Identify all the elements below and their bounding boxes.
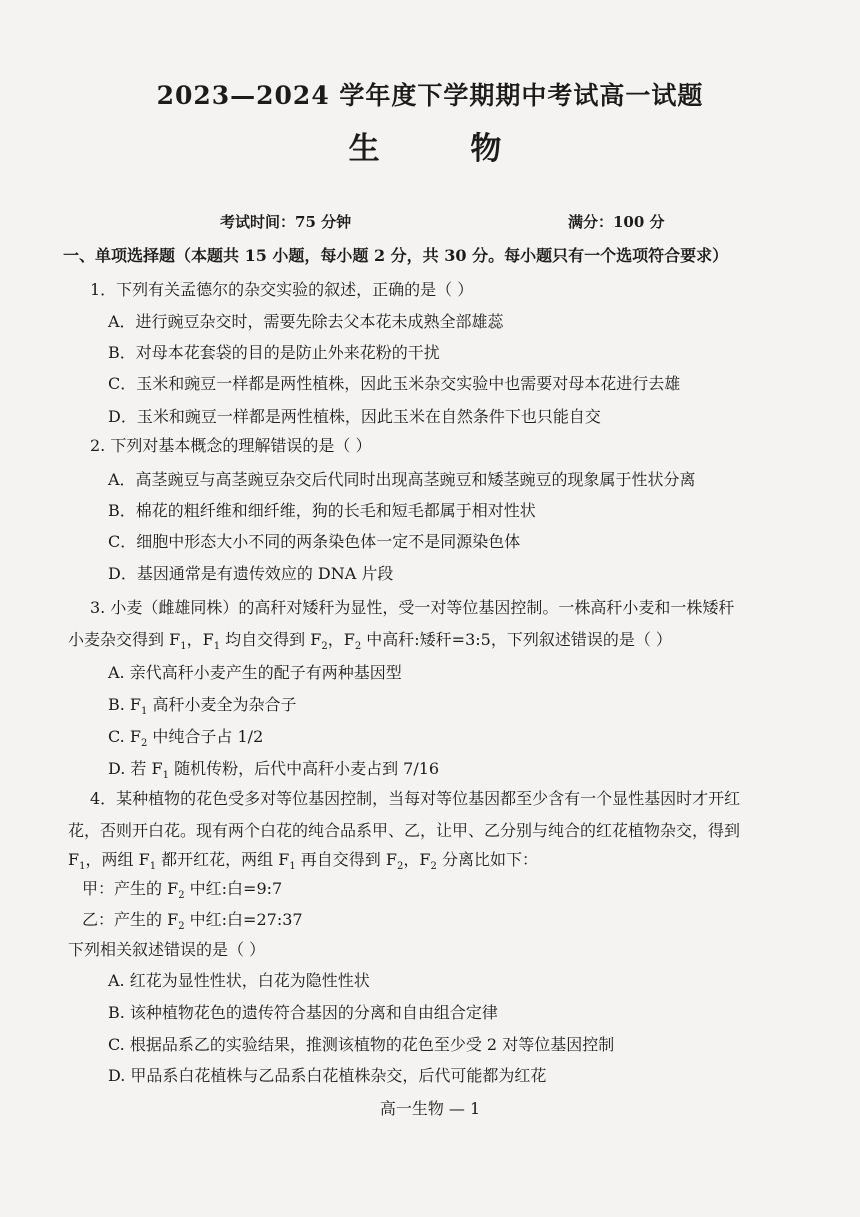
q1-option-d: D．玉米和豌豆一样都是两性植株，因此玉米在自然条件下也只能自交 [108, 407, 601, 426]
question-1: 1．下列有关孟德尔的杂交实验的叙述，正确的是（ ） [90, 280, 474, 299]
q2-option-c: C．细胞中形态大小不同的两条染色体一定不是同源染色体 [108, 532, 521, 551]
exam-title: 2023—2024 学年度下学期期中考试高一试题 [156, 81, 704, 110]
q4-option-b: B. 该种植物花色的遗传符合基因的分离和自由组合定律 [108, 1003, 498, 1022]
q1-option-a: A．进行豌豆杂交时，需要先除去父本花未成熟全部雄蕊 [108, 312, 504, 331]
q4-strain-yi: 乙：产生的 $F_2$ 中红:白=27:37 [82, 910, 303, 933]
question-4: 4．某种植物的花色受多对等位基因控制，当每对等位基因都至少含有一个显性基因时才开红 [90, 789, 741, 808]
full-score: 满分：100 分 [568, 213, 665, 231]
q4-option-c: C. 根据品系乙的实验结果，推测该植物的花色至少受 2 对等位基因控制 [108, 1035, 615, 1054]
question-4-continued-1: 花，否则开白花。现有两个白花的纯合品系甲、乙，让甲、乙分别与纯合的红花植物杂交，得到 [68, 821, 741, 840]
q3-option-d: D. 若 $F_1$ 随机传粉，后代中高秆小麦占到 7/16 [108, 759, 440, 782]
page-footer: 高一生物 — 1 [379, 1099, 481, 1118]
question-4-continued-2: $F_1$，两组 $F_1$ 都开红花，两组 $F_1$ 再自交得到 $F_2$，$F_2$ 分离比如下： [68, 850, 538, 873]
q3-option-b: B. $F_1$ 高秆小麦全为杂合子 [108, 695, 297, 718]
section-heading: 一、单项选择题（本题共 15 小题，每小题 2 分，共 30 分。每小题只有一个选项符合要求） [63, 246, 729, 265]
question-2: 2. 下列对基本概念的理解错误的是（ ） [90, 436, 372, 455]
q2-option-b: B．棉花的粗纤维和细纤维，狗的长毛和短毛都属于相对性状 [108, 501, 536, 520]
q1-option-b: B．对母本花套袋的目的是防止外来花粉的干扰 [108, 343, 440, 362]
q4-strain-jia: 甲：产生的 $F_2$ 中红:白=9:7 [82, 879, 283, 902]
q4-option-a: A. 红花为显性性状，白花为隐性性状 [108, 971, 370, 990]
q2-option-d: D．基因通常是有遗传效应的 DNA 片段 [108, 564, 394, 583]
q4-question-prompt: 下列相关叙述错误的是（ ） [68, 940, 266, 959]
question-3: 3. 小麦（雌雄同株）的高秆对矮秆为显性，受一对等位基因控制。一株高秆小麦和一株矮秆 [90, 598, 735, 617]
q3-option-c: C. $F_2$ 中纯合子占 1/2 [108, 727, 264, 750]
q1-option-c: C．玉米和豌豆一样都是两性植株，因此玉米杂交实验中也需要对母本花进行去雄 [108, 374, 681, 393]
exam-time: 考试时间：75 分钟 [220, 213, 352, 231]
q2-option-a: A．高茎豌豆与高茎豌豆杂交后代同时出现高茎豌豆和矮茎豌豆的现象属于性状分离 [108, 470, 696, 489]
subject-title: 生 物 [348, 131, 542, 167]
q3-option-a: A. 亲代高秆小麦产生的配子有两种基因型 [108, 663, 402, 682]
q4-option-d: D. 甲品系白花植株与乙品系白花植株杂交，后代可能都为红花 [108, 1066, 547, 1085]
question-3-continued: 小麦杂交得到 $F_1$，$F_1$ 均自交得到 $F_2$，$F_2$ 中高秆:矮秆=3:5，下列叙述错误的是（ ） [68, 630, 672, 653]
